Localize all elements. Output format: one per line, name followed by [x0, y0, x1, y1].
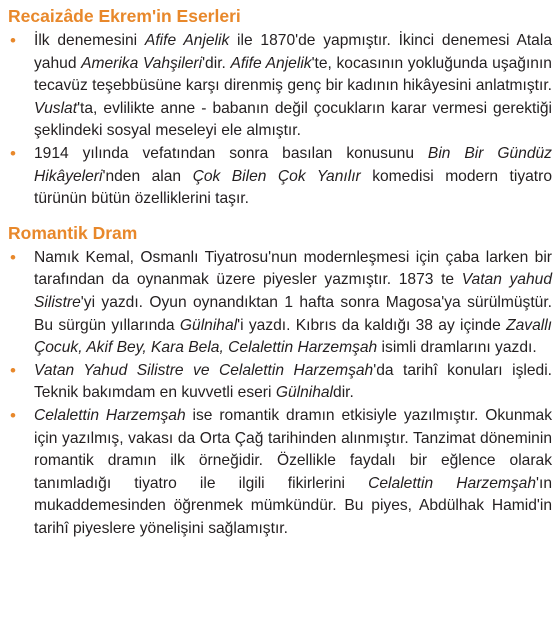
italic-text: Zavallı Çocuk, Akif Bey, Kara Bela, Celalettin Harzemşah [34, 316, 553, 357]
bullet-icon: • [10, 143, 16, 163]
section-title: Recaizâde Ekrem'in Eserleri [8, 6, 241, 26]
bullet-icon: • [10, 31, 16, 50]
italic-text: Bin Bir Gündüz Hikâyeleri [34, 144, 552, 185]
text-run: 'te, kocasının yokluğunda uşağının tecavüz teşebbüsüne karşı direnmiş genç bir kadının hikâyesini anlatmıştır. [34, 54, 552, 95]
italic-text: Gülnihal [179, 316, 238, 334]
italic-text: Vatan Yahud Silistre ve Celalettin Harzemşah [34, 361, 374, 379]
text-run: 'i yazdı. Kıbrıs da kaldığı 38 ay içinde [237, 316, 507, 334]
italic-text: Vuslat [34, 99, 78, 117]
list-item [8, 143, 552, 211]
text-run: İlk denemesini [34, 32, 145, 49]
list-item [8, 247, 552, 360]
italic-text: Celalettin Harzemşah [368, 474, 537, 492]
text-run: ile 1870'de yapmıştır. İkinci denemesi Atala yahud [34, 32, 552, 72]
text-run: 'ın mukaddemesinden öğrenmek mümkündür. Bu piyes, Abdülhak Hamid'in tarihî piyeslere yönelişini sağlamıştır. [34, 474, 552, 537]
italic-text: Afife Anjelik [230, 54, 312, 72]
section-title: Romantik Dram [8, 222, 138, 243]
item-text [34, 32, 552, 139]
italic-text: Çok Bilen Çok Yanılır [192, 167, 361, 185]
text-run: 'da tarihî konuları işledi. Teknik bakımdam en kuvvetli eseri [34, 361, 552, 402]
section-romantik-dram [8, 223, 552, 541]
text-run: komedisi modern tiyatro türünün bütün özelliklerini taşır. [34, 167, 552, 208]
italic-text: Celalettin Harzemşah [34, 406, 186, 424]
item-text [34, 407, 552, 537]
text-run: 1914 yılında vefatından sonra basılan konusunu [34, 144, 428, 162]
text-run: 'ta, evlilikte anne - babanın değil çocukların karar vermesi gerektiği şeklindeki sosyal meseleyi ele almıştır. [34, 99, 552, 140]
italic-text: Amerika Vahşileri [81, 54, 203, 72]
text-run: ise romantik dramın etkisiyle yazılmıştır. Okunmak için yazılmış, vakası da Orta Çağ tarihinden alınmıştır. Tanzimat döneminin romantik dramın ilk örneğidir. Özellikle faydalı bir eğlence olarak tanımladığı tiyatro ile ilgili fikirlerini [34, 406, 552, 492]
text-run: 'nden alan [102, 167, 193, 185]
italic-text: Vatan yahud Silistre [34, 271, 552, 311]
item-text [34, 249, 552, 356]
italic-text: Gülnihal [275, 384, 334, 402]
text-run: 'yi yazdı. Oyun oynandıktan 1 hafta sonra Magosa'ya sürülmüştür. Bu sürgün yıllarında [34, 293, 552, 334]
bullet-icon: • [10, 247, 16, 267]
bullet-icon: • [10, 360, 16, 380]
text-run: 'dir. [202, 54, 231, 72]
text-run: dir. [333, 384, 354, 402]
item-text [34, 145, 552, 207]
list-item [8, 360, 552, 405]
section-recaizade [8, 6, 552, 211]
list-item [8, 405, 552, 541]
item-text [34, 362, 552, 402]
bullet-icon: • [10, 405, 16, 425]
italic-text: Afife Anjelik [144, 32, 230, 49]
text-run: isimli dramlarını yazdı. [377, 339, 537, 357]
text-run: Namık Kemal, Osmanlı Tiyatrosu'nun modernleşmesi için çaba larken bir tarafından da oynanmak üzere piyesler yazmıştır. 1873 te [34, 248, 552, 289]
list-item [8, 30, 552, 143]
